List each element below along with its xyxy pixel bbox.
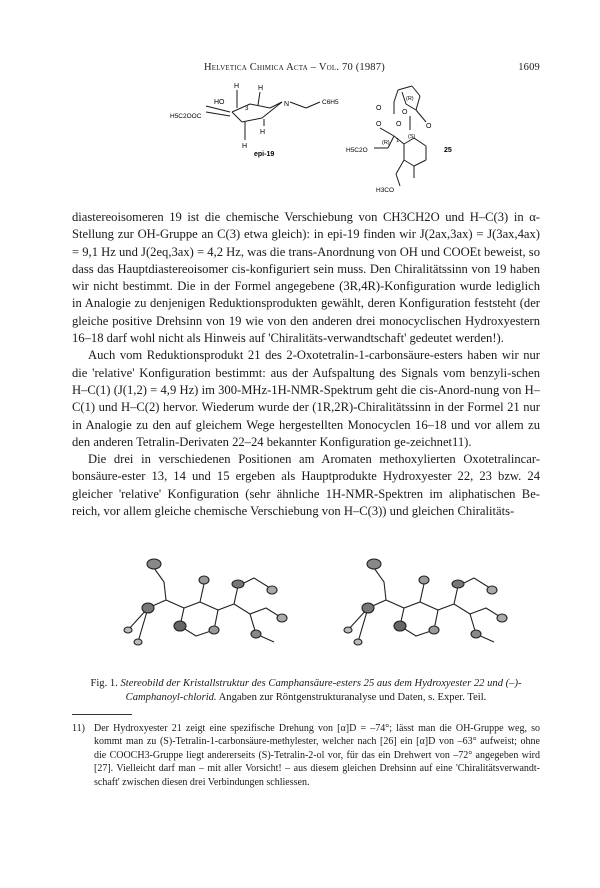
h-top1-label: H <box>234 83 240 90</box>
o3-label: O <box>426 123 432 130</box>
h-top2-label: H <box>258 85 264 92</box>
r1-label: (R) <box>406 96 414 102</box>
footnote-11 <box>72 722 540 789</box>
caption-label: Fig. 1. <box>90 678 118 689</box>
r3-label: (R) <box>382 140 390 146</box>
o2-label: O <box>402 109 408 116</box>
footnote-marker: 11) <box>72 723 85 734</box>
r2-label: (S) <box>408 134 416 140</box>
paragraph-1: diastereoisomeren 19 ist die chemische Verschiebung von CH3CH2O und H–C(3) in α-Stellung zur OH-Gruppe an C(3) etwa gleich): in epi-19 finden wir J(2ax,3ax) = J(3ax,4ax) = 9,1 Hz und J(2eq,3ax) = 4,2 Hz, was die trans-Anordnung von OH und COOEt beweist, so dass das Hauptdiastereoisomer cis-konfiguriert sein muss. Den Chiralitätssinn von 19 haben wir nicht bestimmt. Die in der Formel angegebene (3R,4R)-Konfiguration wurde lediglich in Analogie zu denjenigen Reduktionsprodukten gewählt, deren Konfiguration feststeht (der gleiche positive Drehsinn von 19 wie von den anderen drei monocyclischen Hydroxyestern 16–18 darf wohl nicht als Hinweis auf 'Chiralitäts-verwandtschaft' gedeutet werden!). <box>72 210 540 346</box>
h-mid-label: H <box>260 129 266 136</box>
o4-label: O <box>376 121 382 128</box>
figure-caption <box>72 677 540 705</box>
ester-left-label: H5C2OOC <box>170 113 202 120</box>
ho-label: HO <box>214 99 225 106</box>
caption-note: Angaben zur Röntgenstrukturanalyse und Daten, s. Exper. Teil. <box>218 692 487 703</box>
n-label: N <box>284 101 290 108</box>
page-number: 1609 <box>518 62 540 73</box>
body-text <box>72 209 540 520</box>
compound-25-label: 25 <box>444 147 452 154</box>
o5-label: O <box>396 121 402 128</box>
journal-title: Helvetica Chimica Acta – Vol. 70 (1987) <box>204 62 385 73</box>
methoxy-label: H3CO <box>376 187 395 194</box>
locant-3-label: 3 <box>245 106 249 112</box>
compound-epi-19-label: epi-19 <box>254 151 275 158</box>
footnote-text: Der Hydroxyester 21 zeigt eine spezifische Drehung von [α]D = –74°; lässt man die OH-Gruppe weg, so kommt man zu (S)-Tetralin-1-carbonsäure-methylester, welcher nach [26] ein [α]D von –63° aufweist; ohne die COOCH3-Gruppe liegt andererseits (S)-Tetralin-2-ol vor, für das ein Drehwert von –72° angegeben wird [27]. Vielleicht darf man – mit aller Vorsicht! – aus diesem gleichen Drehsinn auf eine 'Chiralitätsverwandt-schaft' zwischen diesen drei Verbindungen schliessen. <box>94 723 540 788</box>
paragraph-3: Die drei in verschiedenen Positionen am Aromaten methoxylierten Oxotetralincar-bonsäure-ester 13, 14 und 15 ergeben als Hauptprodukte Hydroxyester 22, 23 bzw. 24 gleicher 'relative' Konfiguration (sehr ähnliche 1H-NMR-Spektren im aliphatischen Be-reich, vor allem gleiche chemische Verschiebung von H–C(3)) und gleichen Chiralitäts- <box>72 452 540 519</box>
o1-label: O <box>376 105 382 112</box>
formula-drawing <box>150 78 510 208</box>
stereo-view-right <box>344 559 507 645</box>
phenyl-label: C6H5 <box>322 99 339 106</box>
paragraph-2: Auch vom Reduktionsprodukt 21 des 2-Oxotetralin-1-carbonsäure-esters haben wir nur die 'relative' Konfiguration bestimmt: aus der Aufspaltung des Signals vom benzyli-schen H–C(1) (J(1,2) = 4,9 Hz) im 300-MHz-1H-NMR-Spektrum geht die cis-Anord-nung von H–C(1) und H–C(2) hervor. Wiederum wurde der (1R,2R)-Chiralitätssinn in der Formel 21 nur in Analogie zu den auf gleichem Wege hergestellten Monocyclen 16–18 und vor allem zu den anderen Tetralin-Derivaten 22–24 bekannter Konfiguration ge-zeichnet11). <box>72 348 540 449</box>
footnote-rule <box>72 714 132 715</box>
locant-1-label: 1 <box>396 138 400 144</box>
structural-formulas <box>150 78 510 208</box>
caption-title: Stereobild der Kristallstruktur des Camphansäure-esters 25 aus dem Hydroxyester 22 und (–)-Camphanoyl-chlorid. <box>120 678 522 703</box>
running-head <box>72 62 540 76</box>
stereo-ortep-drawing <box>88 538 528 668</box>
stereo-view-left <box>124 559 287 645</box>
crystal-structure-stereo-figure <box>88 538 528 668</box>
ester-right-label: H5C2O <box>346 147 368 154</box>
h-bottom-label: H <box>242 143 248 150</box>
